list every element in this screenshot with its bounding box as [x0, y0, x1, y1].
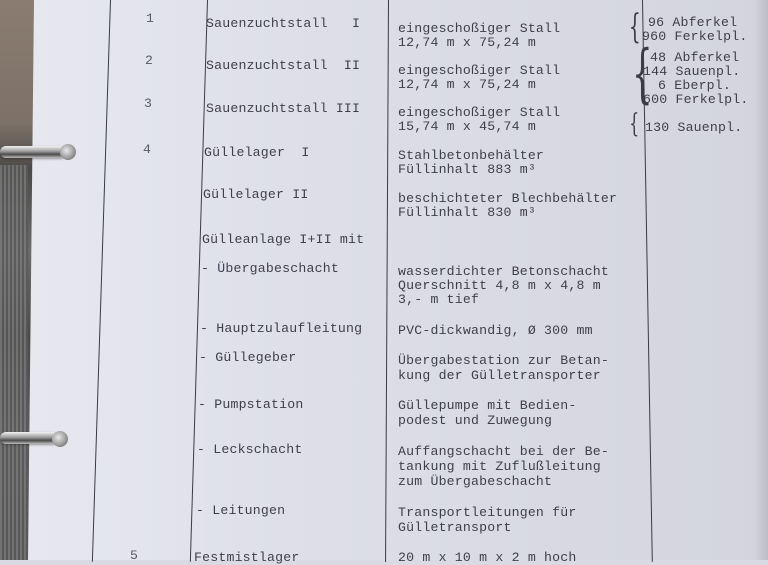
capacity-line: 144 Sauenpl.: [643, 64, 741, 79]
description-line: Füllinhalt 883 m³: [398, 162, 536, 177]
description-line: kung der Gülletransporter: [398, 368, 601, 383]
object-name: - Güllegeber: [199, 350, 297, 365]
description-line: 12,74 m x 75,24 m: [398, 35, 536, 50]
description-line: Übergabestation zur Betan-: [398, 353, 609, 368]
row-number: 5: [130, 548, 139, 563]
object-name: - Hauptzulaufleitung: [200, 321, 363, 336]
description-line: Güllepumpe mit Bedien-: [398, 398, 577, 413]
capacity-line: 600 Ferkelpl.: [643, 92, 749, 107]
binder-ring-lower-tip: [52, 431, 68, 447]
binder-mechanism: [0, 165, 28, 560]
description-line: eingeschoßiger Stall: [398, 21, 561, 36]
description-line: 12,74 m x 75,24 m: [398, 77, 536, 92]
description-line: tankung mit Zuflußleitung: [398, 459, 601, 474]
description-line: 3,- m tief: [398, 292, 480, 307]
row-number: 4: [143, 142, 152, 157]
object-name: Sauenzuchtstall II: [206, 58, 361, 73]
object-name: Sauenzuchtstall III: [206, 101, 361, 116]
description-line: 15,74 m x 45,74 m: [398, 119, 536, 134]
brace-icon: {: [629, 109, 640, 139]
description-line: 20 m x 10 m x 2 m hoch: [398, 550, 577, 565]
capacity-line: 130 Sauenpl.: [645, 120, 743, 135]
object-name: Güllelager II: [203, 187, 309, 202]
description-line: wasserdichter Betonschacht: [398, 264, 609, 279]
row-number: 3: [144, 96, 153, 111]
object-name: - Leckschacht: [197, 442, 303, 457]
row-number: 1: [146, 11, 155, 26]
capacity-line: 48 Abferkel: [650, 50, 740, 65]
description-line: PVC-dickwandig, Ø 300 mm: [398, 323, 593, 338]
capacity-line: 6 Eberpl.: [658, 78, 732, 93]
capacity-line: [648, 15, 760, 30]
description-line: zum Übergabeschacht: [398, 474, 553, 489]
object-name: Gülleanlage I+II mit: [202, 232, 365, 247]
object-name: Festmistlager: [194, 550, 300, 565]
object-name: Güllelager I: [204, 145, 310, 160]
description-line: Querschnitt 4,8 m x 4,8 m: [398, 278, 601, 293]
description-line: eingeschoßiger Stall: [398, 105, 561, 120]
binder-ring-upper-tip: [60, 144, 76, 160]
description-line: Füllinhalt 830 m³: [398, 205, 536, 220]
description-line: Auffangschacht bei der Be-: [398, 444, 609, 459]
brace-icon: {: [628, 7, 641, 47]
binder-ring-lower: [0, 432, 58, 444]
object-name: - Pumpstation: [198, 397, 304, 412]
object-name: - Übergabeschacht: [201, 261, 339, 276]
page-edge-shadow: [754, 0, 768, 560]
object-name: Sauenzuchtstall I: [206, 16, 361, 31]
object-name: - Leitungen: [196, 503, 286, 518]
description-line: podest und Zuwegung: [398, 413, 553, 428]
binder-ring-upper: [0, 146, 66, 158]
capacity-value: 96 Abferkel: [648, 15, 738, 30]
description-line: Transportleitungen für: [398, 505, 577, 520]
brace-icon: {: [632, 37, 653, 111]
description-line: beschichteter Blechbehälter: [398, 191, 618, 206]
description-line: Stahlbetonbehälter: [398, 148, 545, 163]
description-line: Gülletransport: [398, 520, 512, 535]
row-number: 2: [145, 53, 154, 68]
description-line: eingeschoßiger Stall: [398, 63, 561, 78]
capacity-line: 960 Ferkelpl.: [642, 29, 748, 44]
